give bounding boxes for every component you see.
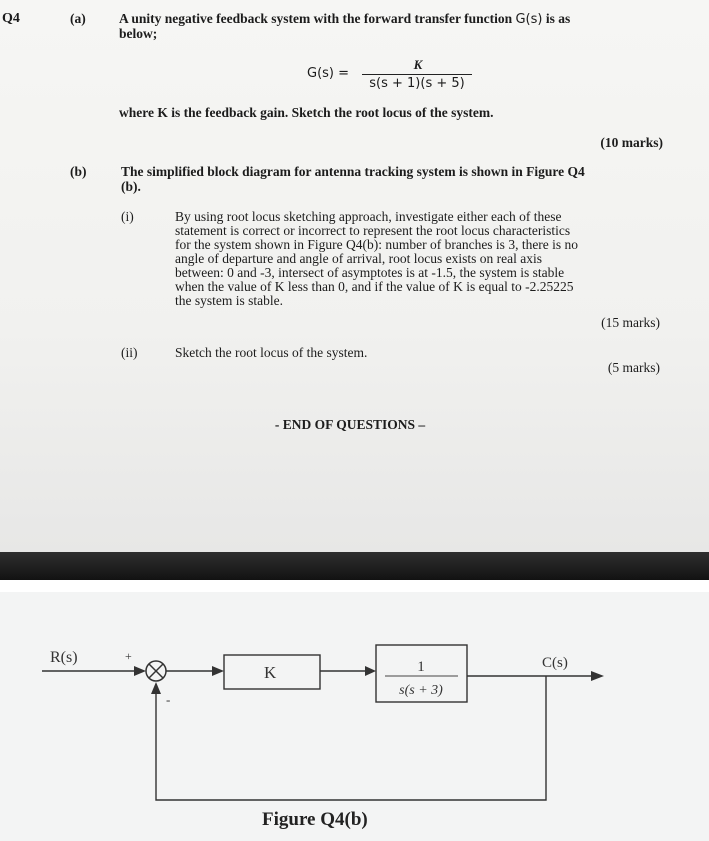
plant-arrowhead [365, 666, 376, 676]
sub-ii-marks: (5 marks) [607, 360, 660, 375]
part-b-label: (b) [70, 164, 87, 179]
part-a-where-text: where K is the feedback gain. Sketch the root locus of the system. [119, 105, 494, 120]
equation-lhs: G(s) = [307, 66, 350, 81]
gain-label: K [264, 663, 277, 682]
sub-i-line-2: statement is correct or incorrect to represent the root locus characteristics [175, 223, 571, 238]
input-arrowhead [134, 666, 146, 676]
part-a-intro-tail: is as [545, 11, 571, 26]
photo-dark-band [0, 552, 709, 580]
page-gap [0, 580, 709, 592]
part-a-marks: (10 marks) [600, 135, 663, 150]
sub-i-marks: (15 marks) [601, 315, 660, 330]
part-a-intro-fn: G(s) [515, 12, 543, 27]
sub-i-line-1: By using root locus sketching approach, investigate either each of these [175, 209, 562, 224]
part-b-intro-line1: The simplified block diagram for antenna tracking system is shown in Figure Q4 [121, 164, 585, 179]
part-a-intro-line2: below; [119, 26, 158, 41]
sub-ii-label: (ii) [121, 345, 138, 360]
output-arrowhead [591, 671, 604, 681]
output-label: C(s) [542, 655, 568, 671]
sub-i-line-7: the system is stable. [175, 293, 283, 308]
gain-arrowhead [212, 666, 224, 676]
end-of-questions: - END OF QUESTIONS – [274, 417, 426, 432]
equation-numerator: K [413, 57, 423, 72]
block-diagram [0, 592, 709, 841]
plant-numerator: 1 [417, 659, 425, 675]
summing-junction [146, 661, 166, 681]
part-a-intro-line1 [119, 12, 664, 26]
sub-i-line-3: for the system shown in Figure Q4(b): number of branches is 3, there is no [175, 237, 579, 252]
figure-caption: Figure Q4(b) [262, 809, 368, 830]
sub-i-line-4: angle of departure and angle of arrival, root locus exists on real axis [175, 251, 542, 266]
feedback-arrowhead [151, 682, 161, 694]
part-a-intro-text: A unity negative feedback system with the forward transfer function [119, 11, 513, 26]
question-number: Q4 [2, 11, 20, 26]
equation-fraction-bar [362, 74, 472, 75]
minus-sign: - [166, 692, 171, 707]
part-a-label: (a) [70, 11, 86, 26]
sub-ii-text: Sketch the root locus of the system. [175, 345, 368, 360]
feedback-path [156, 676, 546, 800]
equation-denominator: s(s + 1)(s + 5) [369, 76, 465, 91]
sub-i-label: (i) [121, 209, 134, 224]
sub-i-line-6: when the value of K less than 0, and if the value of K is equal to -2.25225 [175, 279, 574, 294]
sub-i-line-5: between: 0 and -3, intersect of asymptotes is at -1.5, the system is stable [175, 265, 565, 280]
plus-sign: + [125, 649, 132, 663]
input-label: R(s) [50, 649, 78, 666]
part-b-intro-line2: (b). [121, 179, 141, 194]
plant-denominator: s(s + 3) [399, 683, 443, 698]
